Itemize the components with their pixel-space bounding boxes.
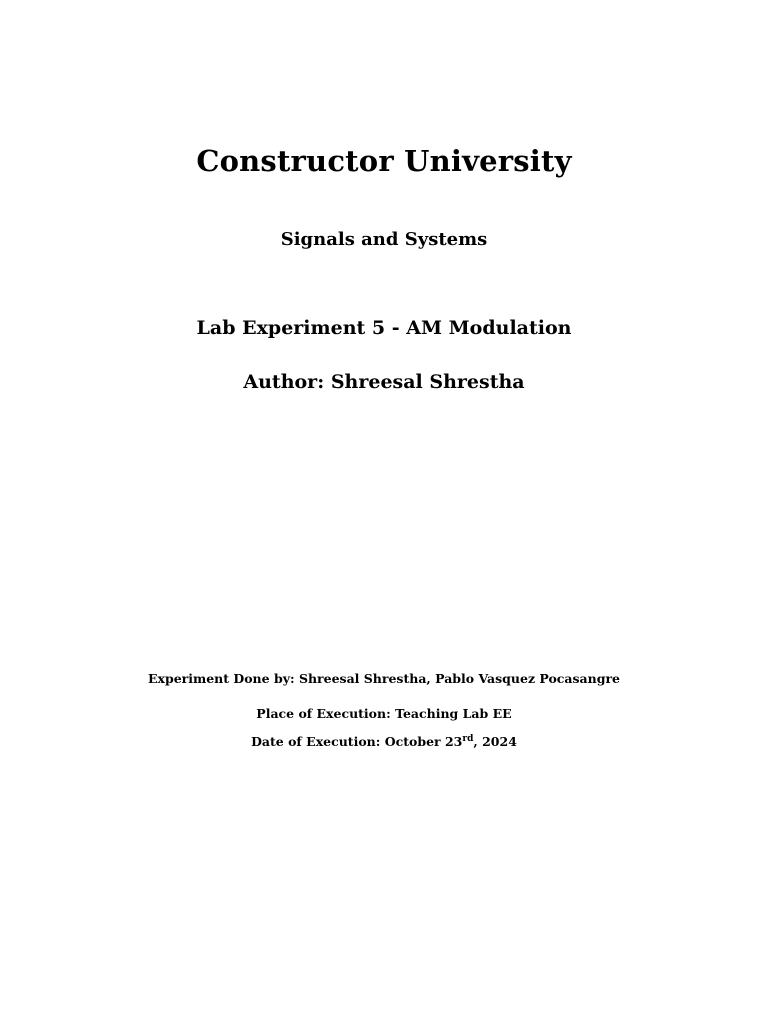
date-month-day: October 23 [384, 734, 463, 749]
place-of-execution [0, 706, 768, 721]
date-year: , 2024 [473, 734, 517, 749]
place-value: Teaching Lab EE [395, 706, 512, 721]
course-title: Signals and Systems [280, 229, 488, 250]
date-of-execution [0, 734, 768, 749]
experiment-title: Lab Experiment 5 - AM Modulation [196, 317, 572, 339]
author-label: Author: [243, 371, 325, 393]
done-by-label: Experiment Done by: [147, 671, 295, 686]
experiment-done-by [0, 671, 768, 686]
university-title: Constructor University [196, 144, 572, 178]
date-label: Date of Execution: [251, 734, 381, 749]
date-ordinal-suffix: rd [462, 733, 474, 744]
author-name: Shreesal Shrestha [330, 371, 525, 393]
author-line [0, 371, 768, 393]
done-by-names: Shreesal Shrestha, Pablo Vasquez Pocasangre [298, 671, 621, 686]
place-label: Place of Execution: [256, 706, 391, 721]
